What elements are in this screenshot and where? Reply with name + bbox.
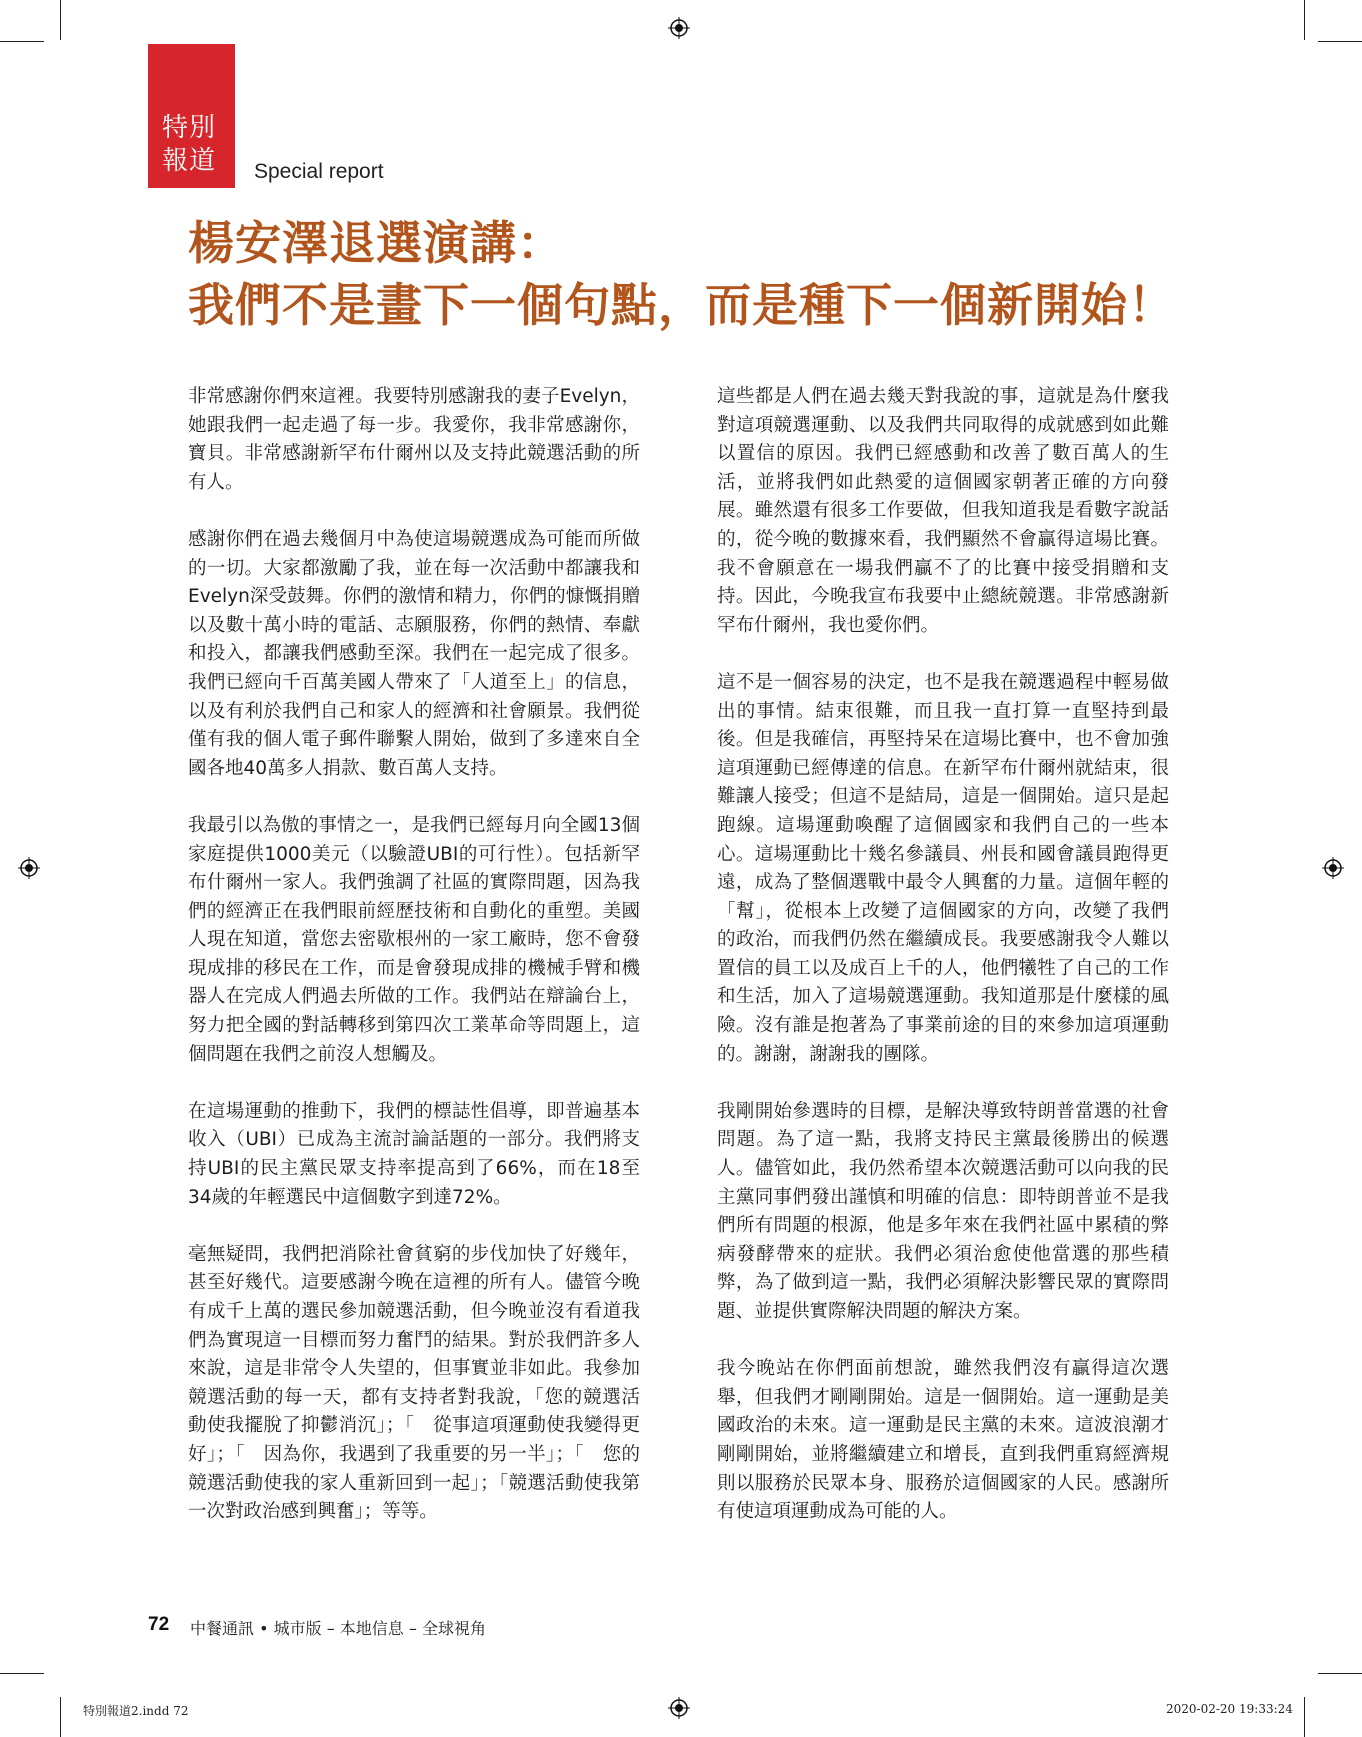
registration-mark-icon bbox=[18, 857, 40, 879]
crop-mark bbox=[1318, 41, 1362, 42]
crop-mark bbox=[1318, 1673, 1362, 1674]
article-title-line2: 我們不是畫下一個句點，而是種下一個新開始！ bbox=[188, 278, 1175, 332]
body-paragraph: 這不是一個容易的決定，也不是我在競選過程中輕易做出的事情。結束很難，而且我一直打算一直堅持到最後。但是我確信，再堅持呆在這場比賽中，也不會加強這項運動已經傳達的信息。在新罕布什爾州就結束，很難讓人接受；但這不是結局，這是一個開始。這只是起跑線。這場運動喚醒了這個國家和我們自己的一些本心。這場運動比十幾名參議員、州長和國會議員跑得更遠，成為了整個選戰中最令人興奮的力量。這個年輕的「幫」，從根本上改變了這個國家的方向，改變了我們的政治，而我們仍然在繼續成長。我要感謝我令人難以置信的員工以及成百上千的人，他們犧牲了自己的工作和生活，加入了這場競選運動。我知道那是什麼樣的風險。沒有誰是抱著為了事業前途的目的來參加這項運動的。謝謝，謝謝我的團隊。 bbox=[717, 671, 1169, 1065]
crop-mark bbox=[1304, 1697, 1305, 1737]
body-paragraph: 我最引以為傲的事情之一，是我們已經每月向全國13個家庭提供1000美元（以驗證UBI的可行性）。包括新罕布什爾州一家人。我們強調了社區的實際問題，因為我們的經濟正在我們眼前經歷技術和自動化的重塑。美國人現在知道，當您去密歇根州的一家工廠時，您不會發現成排的移民在工作，而是會發現成排的機械手臂和機器人在完成人們過去所做的工作。我們站在辯論台上，努力把全國的對話轉移到第四次工業革命等問題上，這個問題在我們之前沒人想觸及。 bbox=[188, 814, 640, 1065]
crop-mark bbox=[0, 1673, 44, 1674]
body-paragraph: 這些都是人們在過去幾天對我說的事，這就是為什麼我對這項競選運動、以及我們共同取得的成就感到如此難以置信的原因。我們已經感動和改善了數百萬人的生活，並將我們如此熱愛的這個國家朝著正確的方向發展。雖然還有很多工作要做，但我知道我是看數字說話的，從今晚的數據來看，我們顯然不會贏得這場比賽。我不會願意在一場我們贏不了的比賽中接受捐贈和支持。因此，今晚我宣布我要中止總統競選。非常感謝新罕布什爾州，我也愛你們。 bbox=[717, 386, 1169, 636]
article-title bbox=[188, 212, 1228, 336]
publication-footer: 中餐通訊 • 城市版 – 本地信息 – 全球視角 bbox=[190, 1619, 486, 1638]
slug-filename: 特別報道2.indd 72 bbox=[83, 1704, 189, 1718]
body-paragraph: 在這場運動的推動下，我們的標誌性倡導，即普遍基本收入（UBI）已成為主流討論話題的一部分。我們將支持UBI的民主黨民眾支持率提高到了66%，而在18至34歲的年輕選民中這個數字到達72%。 bbox=[188, 1100, 640, 1208]
crop-mark bbox=[60, 0, 61, 40]
body-paragraph: 非常感謝你們來這裡。我要特別感謝我的妻子Evelyn，她跟我們一起走過了每一步。我愛你，我非常感謝你，寶貝。非常感謝新罕布什爾州以及支持此競選活動的所有人。 bbox=[188, 386, 640, 493]
body-column-left bbox=[188, 383, 640, 1555]
body-paragraph: 毫無疑問，我們把消除社會貧窮的步伐加快了好幾年，甚至好幾代。這要感謝今晚在這裡的所有人。儘管今晚有成千上萬的選民參加競選活動，但今晚並沒有看道我們為實現這一目標而努力奮鬥的結果。對於我們許多人來說，這是非常令人失望的，但事實並非如此。我參加競選活動的每一天，都有支持者對我說，「您的競選活動使我擺脫了抑鬱消沉」；「 從事這項運動使我變得更好」；「 因為你，我遇到了我重要的另一半」；「 您的競選活動使我的家人重新回到一起」；「競選活動使我第一次對政治感到興奮」；等等。 bbox=[188, 1243, 640, 1523]
page-number: 72 bbox=[148, 1614, 170, 1635]
slug-timestamp: 2020-02-20 19:33:24 bbox=[1166, 1702, 1293, 1716]
section-tab-label bbox=[162, 112, 216, 178]
registration-mark-icon bbox=[668, 17, 690, 39]
article-title-line1: 楊安澤退選演講： bbox=[188, 216, 564, 270]
section-tab bbox=[148, 44, 235, 188]
section-tab-line2: 報道 bbox=[162, 146, 217, 176]
registration-mark-icon bbox=[668, 1697, 690, 1719]
body-paragraph: 我剛開始參選時的目標，是解決導致特朗普當選的社會問題。為了這一點，我將支持民主黨最後勝出的候選人。儘管如此，我仍然希望本次競選活動可以向我的民主黨同事們發出謹慎和明確的信息：即特朗普並不是我們所有問題的根源，他是多年來在我們社區中累積的弊病發酵帶來的症狀。我們必須治愈使他當選的那些積弊，為了做到這一點，我們必須解決影響民眾的實際問題、並提供實際解決問題的解決方案。 bbox=[717, 1100, 1169, 1322]
crop-mark bbox=[60, 1697, 61, 1737]
registration-mark-icon bbox=[1322, 857, 1344, 879]
crop-mark bbox=[0, 41, 44, 42]
body-paragraph: 我今晚站在你們面前想說，雖然我們沒有贏得這次選舉，但我們才剛剛開始。這是一個開始。這一運動是美國政治的未來。這一運動是民主黨的未來。這波浪潮才剛剛開始，並將繼續建立和增長，直到我們重寫經濟規則以服務於民眾本身、服務於這個國家的人民。感謝所有使這項運動成為可能的人。 bbox=[717, 1358, 1169, 1523]
body-paragraph: 感謝你們在過去幾個月中為使這場競選成為可能而所做的一切。大家都激勵了我，並在每一次活動中都讓我和Evelyn深受鼓舞。你們的激情和精力，你們的慷慨捐贈以及數十萬小時的電話、志願服務，你們的熱情、奉獻和投入，都讓我們感動至深。我們在一起完成了很多。我們已經向千百萬美國人帶來了「人道至上」的信息，以及有利於我們自己和家人的經濟和社會願景。我們從僅有我的個人電子郵件聯繫人開始，做到了多達來自全國各地40萬多人捐款、數百萬人支持。 bbox=[188, 528, 640, 779]
section-tab-line1: 特別 bbox=[162, 113, 217, 143]
body-column-right bbox=[717, 383, 1169, 1555]
crop-mark bbox=[1304, 0, 1305, 40]
section-label-en: Special report bbox=[254, 160, 384, 183]
